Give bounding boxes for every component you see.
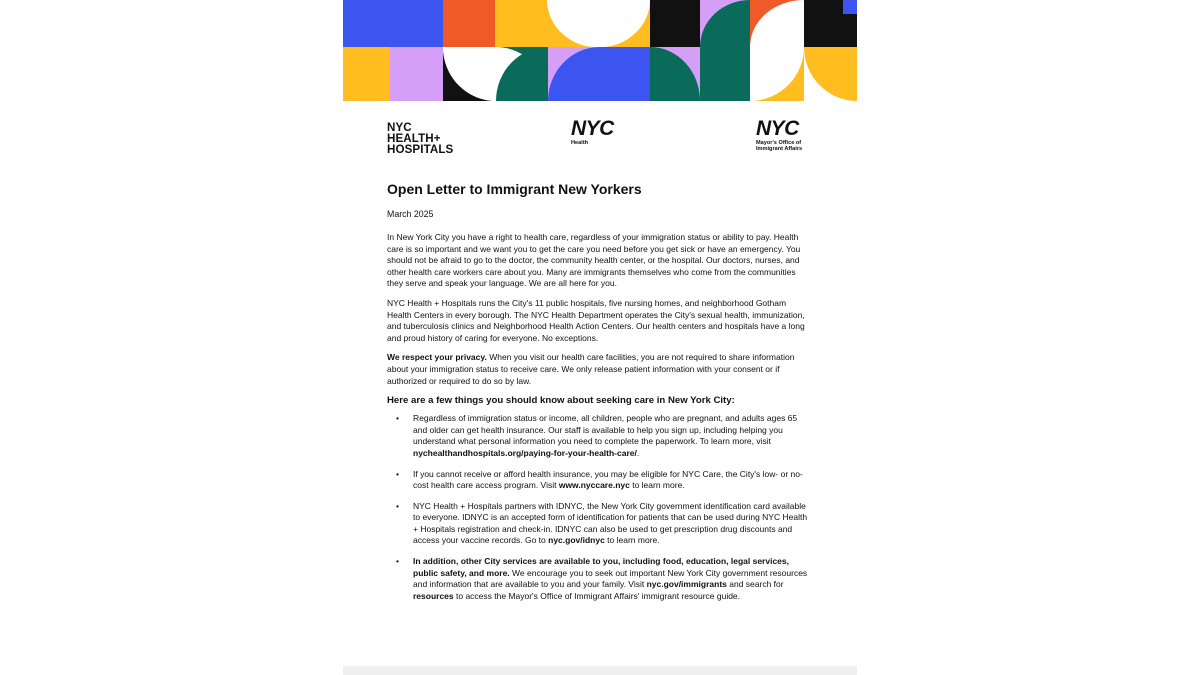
next-page-edge — [343, 666, 857, 675]
bullet-3-end: to learn more. — [604, 535, 660, 546]
resources-keyword: resources — [413, 590, 454, 601]
bullet-icon: • — [396, 500, 399, 511]
document-page — [343, 0, 857, 675]
mayors-office-logo — [756, 118, 802, 153]
bullet-2-end: to learn more. — [629, 480, 685, 491]
letter-body — [387, 180, 812, 611]
bullet-3-text: NYC Health + Hospitals partners with IDNYC, the New York City government identification card available to everyone. IDNYC is an accepted form of identification for patients that can be used during NYC Health + Hospitals registration and check-in. IDNYC can also be used to get prescription drug discounts and access your vaccine records. Go to — [413, 500, 808, 546]
nyc-health-sub: Health — [571, 140, 589, 146]
idnyc-link[interactable]: nyc.gov/idnyc — [548, 535, 605, 546]
paragraph-right-to-care: In New York City you have a right to health care, regardless of your immigration status or ability to pay. Health care is so important and we want you to get the care you need before you get sick or have an emergency. You should not be afraid to go to the doctor, the community health center, or the hospital. Our doctors, nurses, and other health care workers care about you. Many are immigrants themselves who come from the communities they serve and speak your language. We are all here for you. — [387, 232, 801, 289]
bullet-4-bold: In addition, other City services are available to you, including food, education, legal services, public safety, and more. — [413, 556, 789, 578]
bullet-icon: • — [396, 468, 399, 479]
paragraph-health-system: NYC Health + Hospitals runs the City's 11 public hospitals, five nursing homes, and neighborhood Gotham Health Centers in every borough. The NYC Health Department operates the City's sexual health, immunization, and tuberculosis clinics and Neighborhood Health Action Centers. Our health centers and hospitals have a long and proud history of caring for everyone. No exceptions. — [387, 297, 805, 343]
nyc-health-hospitals-logo — [387, 122, 453, 155]
mayors-office-mark: NYC — [756, 117, 799, 140]
nyc-health-mark: NYC — [571, 117, 614, 140]
bullet-1-end: . — [636, 447, 640, 458]
immigrants-link[interactable]: nyc.gov/immigrants — [646, 579, 727, 590]
list-item — [387, 501, 812, 547]
mayors-office-sub2: Immigrant Affairs — [756, 146, 803, 153]
list-item — [387, 413, 812, 459]
privacy-heading: We respect your privacy. — [387, 352, 487, 363]
paying-for-care-link[interactable]: nychealthandhospitals.org/paying-for-your-health-care/ — [413, 447, 637, 458]
nyc-health-logo — [571, 118, 614, 146]
logo-hh-line2: HEALTH+ — [387, 132, 441, 145]
privacy-text: When you visit our health care facilities, you are not required to share information about your immigration status to receive care. We only release patient information with your consent or if authorized or required to do so by law. — [387, 352, 795, 386]
list-item — [387, 556, 812, 602]
bullet-4-end: to access the Mayor's Office of Immigrant Affairs' immigrant resource guide. — [453, 590, 741, 601]
bullet-1-text: Regardless of immigration status or income, all children, people who are pregnant, and adults ages 65 and older can get health insurance. Our staff is available to help you sign up, including helping you understand what personal information you need to complete the paperwork. To learn more, visit — [413, 413, 798, 447]
bullet-list — [387, 413, 812, 602]
bullet-icon: • — [396, 413, 399, 424]
decorative-banner — [343, 0, 857, 101]
nyccare-link[interactable]: www.nyccare.nyc — [558, 480, 630, 491]
mayors-office-sub1: Mayor's Office of — [756, 140, 802, 146]
logo-hh-line3: HOSPITALS — [387, 143, 454, 156]
list-item — [387, 469, 812, 492]
things-to-know-heading: Here are a few things you should know about seeking care in New York City: — [387, 395, 735, 407]
logo-hh-line1: NYC — [387, 121, 412, 134]
bullet-4-text: We encourage you to seek out important New York City government resources and information that are available to you and your family. Visit — [413, 567, 808, 590]
bullet-4-mid: and search for — [726, 579, 784, 590]
paragraph-privacy — [387, 352, 812, 387]
letter-date: March 2025 — [387, 209, 434, 219]
bullet-icon: • — [396, 556, 399, 567]
letter-title: Open Letter to Immigrant New Yorkers — [387, 181, 642, 197]
bullet-2-text: If you cannot receive or afford health insurance, you may be eligible for NYC Care, the City's low- or no-cost health care access program. Visit — [413, 468, 803, 491]
